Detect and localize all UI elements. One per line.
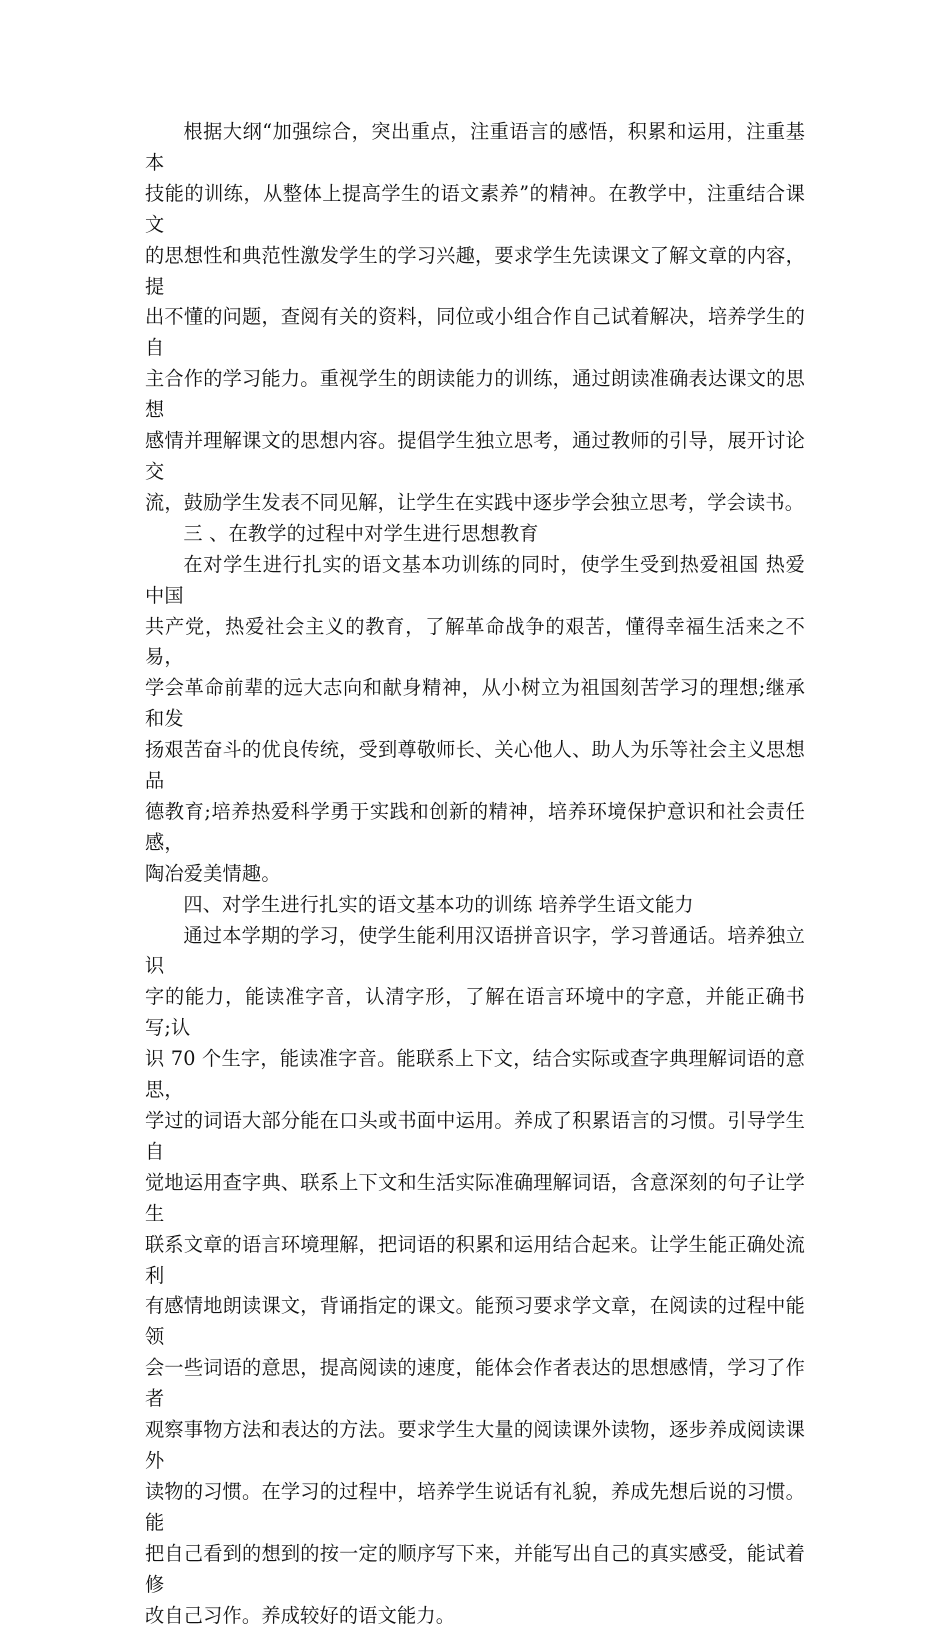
text-line: 学过的词语大部分能在口头或书面中运用。养成了积累语言的习惯。引导学生自 bbox=[145, 1106, 805, 1168]
text-line: 流，鼓励学生发表不同见解，让学生在实践中逐步学会独立思考，学会读书。 bbox=[145, 488, 805, 519]
text-line: 技能的训练，从整体上提高学生的语文素养”的精神。在教学中，注重结合课文 bbox=[145, 179, 805, 241]
paragraph-outline-spirit bbox=[145, 117, 805, 519]
text-line: 德教育;培养热爱科学勇于实践和创新的精神，培养环境保护意识和社会责任感， bbox=[145, 797, 805, 859]
heading-text: 三 、在教学的过程中对学生进行思想教育 bbox=[145, 519, 805, 550]
heading-text: 四、对学生进行扎实的语文基本功的训练 培养学生语文能力 bbox=[145, 890, 805, 921]
text-line: 通过本学期的学习，使学生能利用汉语拼音识字，学习普通话。培养独立识 bbox=[145, 921, 805, 983]
text-line: 觉地运用查字典、联系上下文和生活实际准确理解词语，含意深刻的句子让学生 bbox=[145, 1168, 805, 1230]
text-line: 扬艰苦奋斗的优良传统，受到尊敬师长、关心他人、助人为乐等社会主义思想 品 bbox=[145, 735, 805, 797]
text-line: 把自己看到的想到的按一定的顺序写下来，并能写出自己的真实感受，能试着修 bbox=[145, 1539, 805, 1601]
text-line: 联系文章的语言环境理解，把词语的积累和运用结合起来。让学生能正确处流利 bbox=[145, 1230, 805, 1292]
paragraph-ideological-education bbox=[145, 550, 805, 890]
text-line: 会一些词语的意思，提高阅读的速度，能体会作者表达的思想感情，学习了作者 bbox=[145, 1353, 805, 1415]
document-body bbox=[145, 117, 805, 1631]
text-line: 在对学生进行扎实的语文基本功训练的同时，使学生受到热爱祖国 热爱中国 bbox=[145, 550, 805, 612]
text-line: 主合作的学习能力。重视学生的朗读能力的训练，通过朗读准确表达课文的思想 bbox=[145, 364, 805, 426]
paragraph-language-ability bbox=[145, 921, 805, 1631]
text-line: 观察事物方法和表达的方法。要求学生大量的阅读课外读物，逐步养成阅读课外 bbox=[145, 1415, 805, 1477]
text-line: 共产党，热爱社会主义的教育，了解革命战争的艰苦，懂得幸福生活来之不易， bbox=[145, 612, 805, 674]
text-line: 学会革命前辈的远大志向和献身精神，从小树立为祖国刻苦学习的理想;继承和发 bbox=[145, 673, 805, 735]
section-heading-4 bbox=[145, 890, 805, 921]
text-line: 有感情地朗读课文，背诵指定的课文。能预习要求学文章，在阅读的过程中能领 bbox=[145, 1291, 805, 1353]
section-heading-3 bbox=[145, 519, 805, 550]
text-line: 出不懂的问题，查阅有关的资料，同位或小组合作自己试着解决，培养学生的自 bbox=[145, 302, 805, 364]
text-line: 改自己习作。养成较好的语文能力。 bbox=[145, 1601, 805, 1631]
text-line: 字的能力，能读准字音，认清字形，了解在语言环境中的字意，并能正确书写;认 bbox=[145, 982, 805, 1044]
text-line: 根据大纲“加强综合，突出重点，注重语言的感悟，积累和运用，注重基本 bbox=[145, 117, 805, 179]
text-line: 读物的习惯。在学习的过程中，培养学生说话有礼貌，养成先想后说的习惯。能 bbox=[145, 1477, 805, 1539]
text-line: 识 70 个生字，能读准字音。能联系上下文，结合实际或查字典理解词语的意思， bbox=[145, 1044, 805, 1106]
text-line: 的思想性和典范性激发学生的学习兴趣，要求学生先读课文了解文章的内容，提 bbox=[145, 241, 805, 303]
text-line: 陶冶爱美情趣。 bbox=[145, 859, 805, 890]
text-line: 感情并理解课文的思想内容。提倡学生独立思考，通过教师的引导，展开讨论交 bbox=[145, 426, 805, 488]
